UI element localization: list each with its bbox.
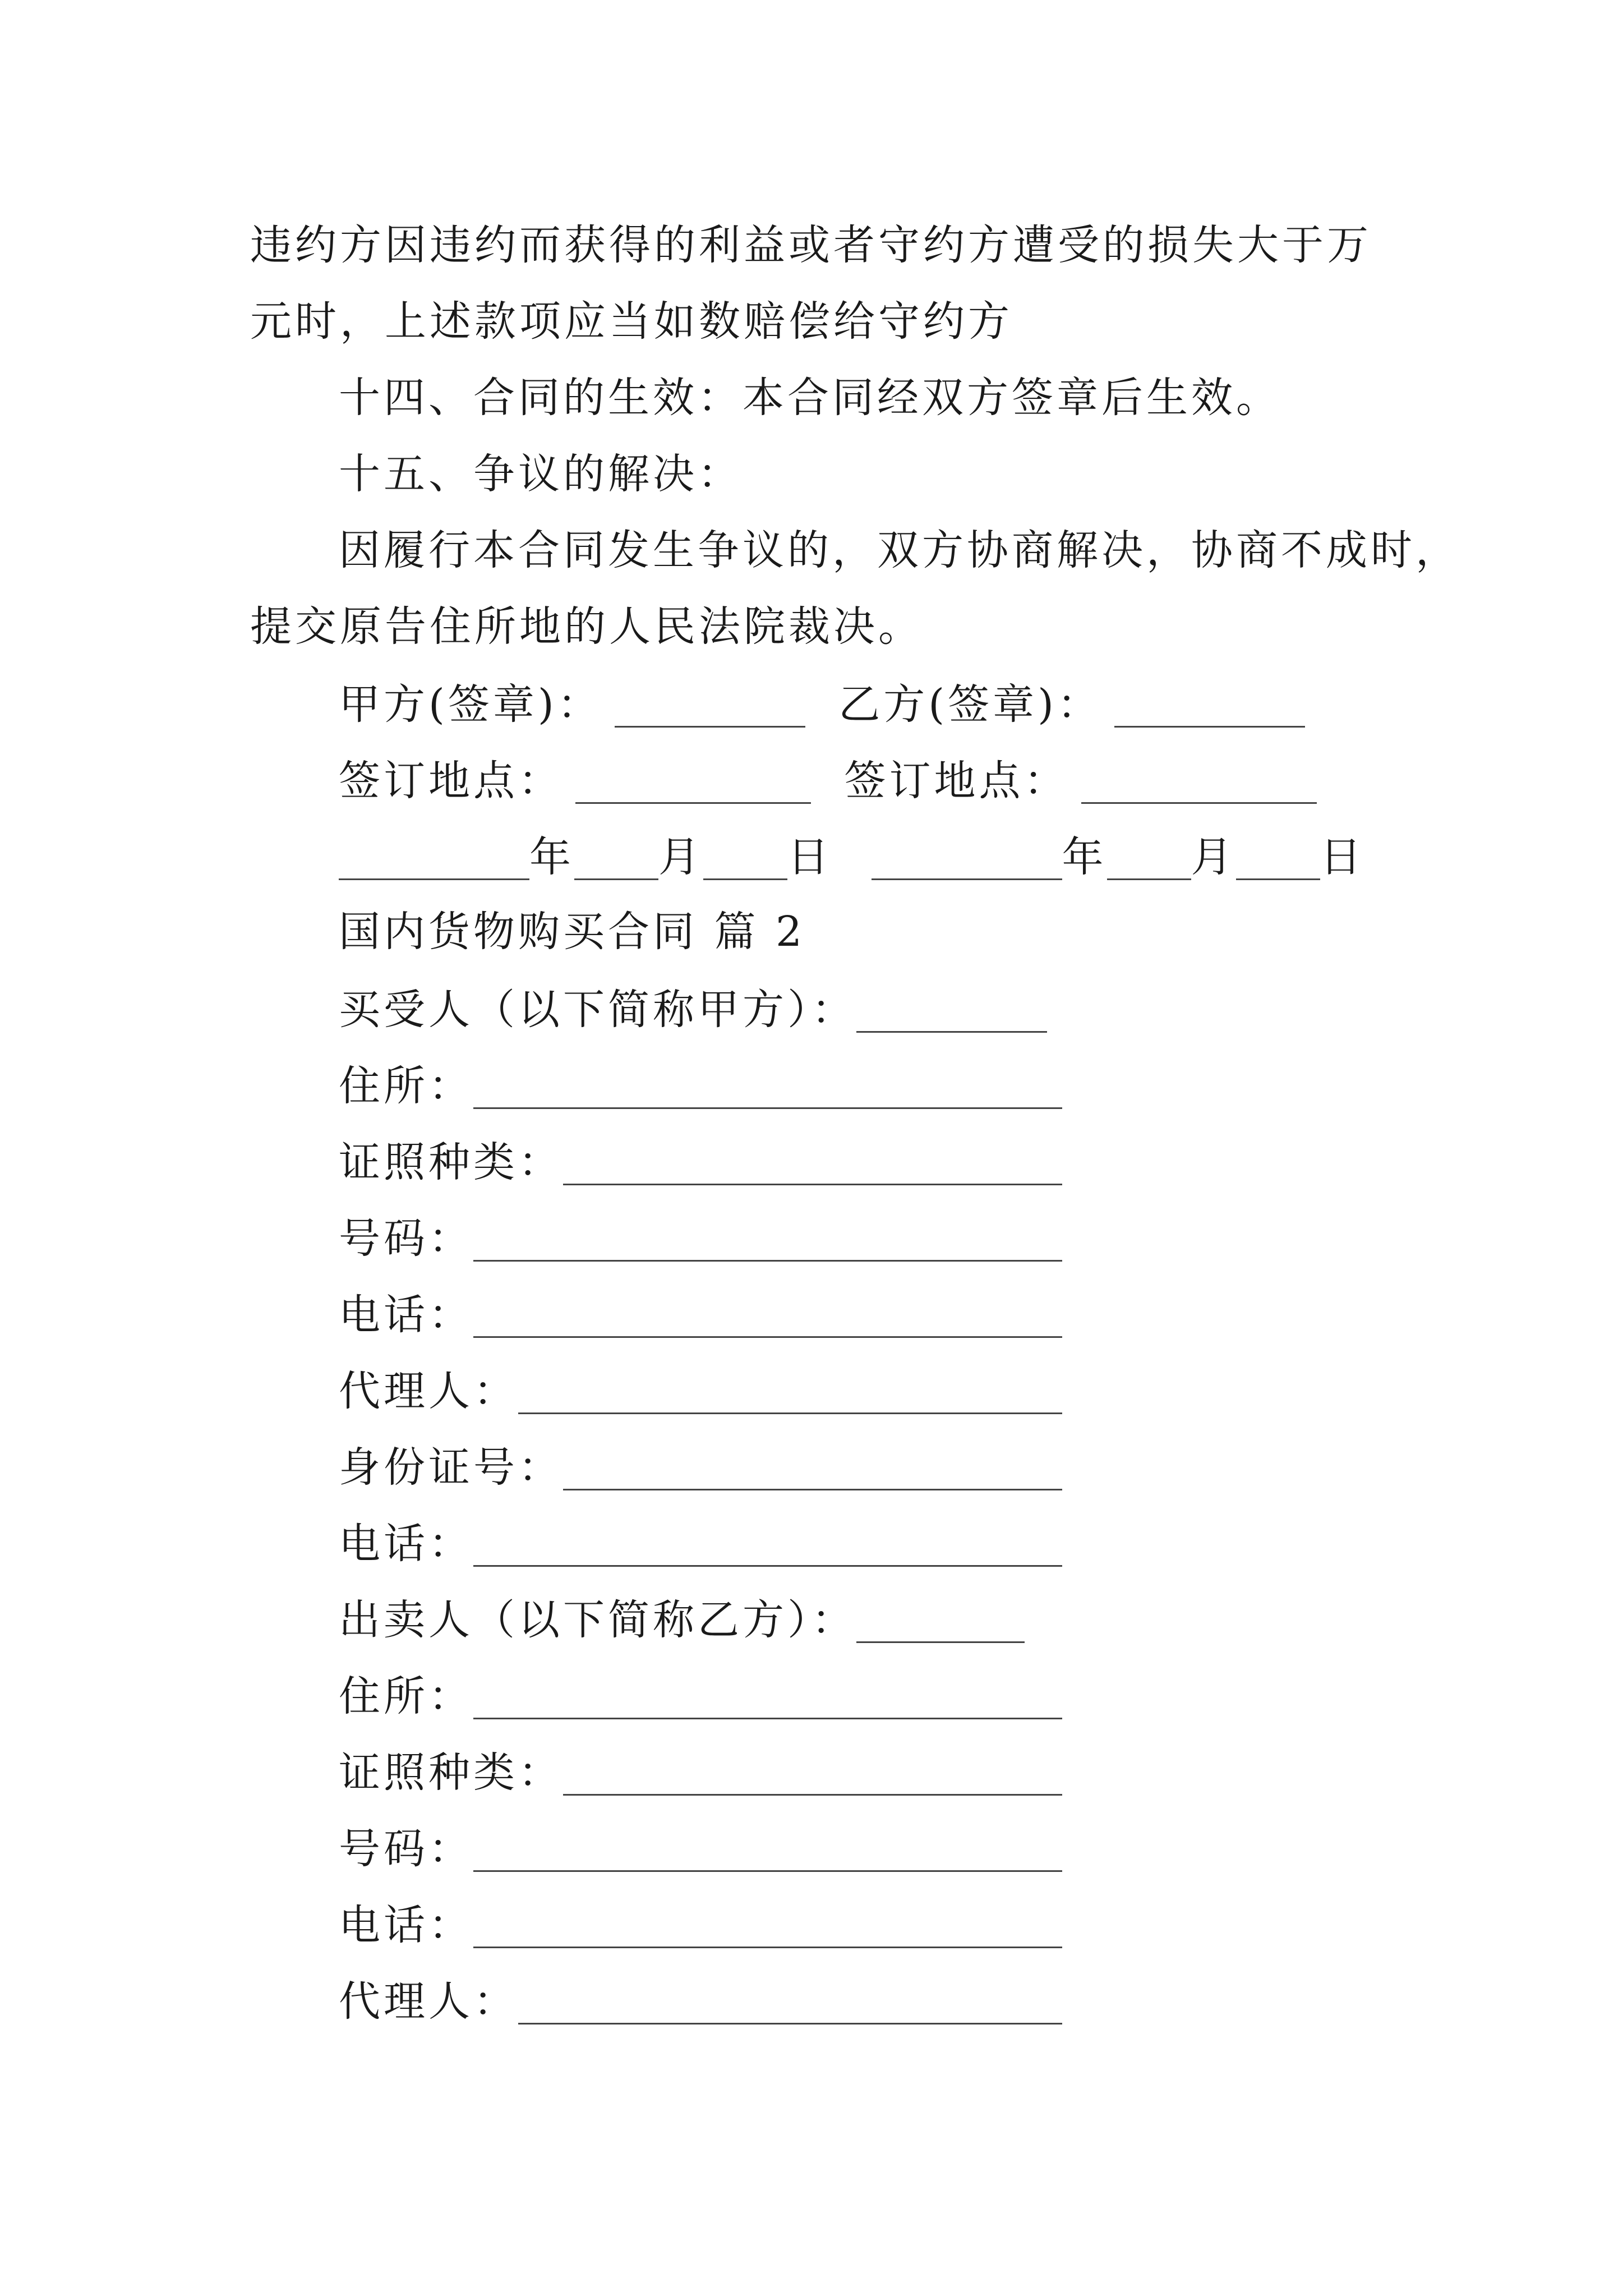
seller-phone-row xyxy=(339,1901,1062,1949)
clause-dispute-body: 因履行本合同发生争议的，双方协商解决，协商不成时， xyxy=(339,526,1460,574)
buyer-phone-row xyxy=(339,1291,1062,1339)
seller-id-type-row xyxy=(339,1749,1062,1797)
seller-heading-row xyxy=(339,1596,1025,1644)
seller-number-row xyxy=(339,1825,1062,1873)
day-label: 日 xyxy=(1320,833,1365,881)
buyer-phone-blank[interactable] xyxy=(473,1295,1062,1338)
buyer-id-type-label: 证照种类： xyxy=(339,1138,563,1186)
seller-phone-label: 电话： xyxy=(339,1901,473,1949)
buyer-address-row xyxy=(339,1062,1062,1110)
paragraph-line: 元时，上述款项应当如数赔偿给守约方 xyxy=(250,297,1013,346)
month-label: 月 xyxy=(1191,833,1236,881)
clause-dispute-body: 提交原告住所地的人民法院裁决。 xyxy=(250,602,923,651)
buyer-address-label: 住所： xyxy=(339,1062,473,1110)
buyer-number-label: 号码： xyxy=(339,1214,473,1263)
seller-heading: 出卖人（以下简称乙方）： xyxy=(339,1596,856,1644)
day-label: 日 xyxy=(787,833,832,881)
buyer-number-row xyxy=(339,1214,1062,1263)
buyer-id-type-row xyxy=(339,1138,1062,1186)
party-a-signature-label: 甲方(签章)： xyxy=(339,680,602,729)
seller-agent-label: 代理人： xyxy=(339,1977,518,2026)
buyer-agent-row xyxy=(339,1367,1062,1415)
section-title: 国内货物购买合同 篇 2 xyxy=(339,908,806,956)
buyer-name-blank[interactable] xyxy=(856,990,1047,1033)
buyer-heading: 买受人（以下简称甲方）： xyxy=(339,986,856,1034)
signature-row xyxy=(339,680,1305,729)
buyer-id-type-blank[interactable] xyxy=(563,1142,1062,1185)
buyer-agent-phone-row xyxy=(339,1520,1062,1568)
seller-phone-blank[interactable] xyxy=(473,1905,1062,1948)
buyer-agent-label: 代理人： xyxy=(339,1367,518,1415)
month-label: 月 xyxy=(658,833,703,881)
signing-place-row xyxy=(339,757,1317,805)
buyer-id-card-label: 身份证号： xyxy=(339,1443,563,1492)
seller-id-type-label: 证照种类： xyxy=(339,1749,563,1797)
seller-number-label: 号码： xyxy=(339,1825,473,1873)
party-b-place-label: 签订地点： xyxy=(844,757,1069,805)
party-b-signature-label: 乙方(签章)： xyxy=(838,680,1103,729)
seller-address-label: 住所： xyxy=(339,1672,473,1720)
seller-address-row xyxy=(339,1672,1062,1720)
party-b-year-blank[interactable] xyxy=(872,837,1062,880)
party-b-day-blank[interactable] xyxy=(1236,837,1320,880)
party-a-day-blank[interactable] xyxy=(703,837,787,880)
seller-agent-blank[interactable] xyxy=(518,1981,1062,2024)
seller-name-blank[interactable] xyxy=(856,1600,1025,1643)
party-a-place-blank[interactable] xyxy=(575,761,811,804)
party-a-place-label: 签订地点： xyxy=(339,757,563,805)
paragraph-line: 违约方因违约而获得的利益或者守约方遭受的损失大于万 xyxy=(250,221,1372,269)
buyer-heading-row xyxy=(339,986,1047,1034)
buyer-id-card-blank[interactable] xyxy=(563,1447,1062,1490)
year-label: 年 xyxy=(529,833,574,881)
clause-dispute-title: 十五、争议的解决： xyxy=(339,450,743,498)
party-b-month-blank[interactable] xyxy=(1107,837,1191,880)
seller-address-blank[interactable] xyxy=(473,1676,1062,1719)
party-a-month-blank[interactable] xyxy=(574,837,658,880)
party-a-signature-blank[interactable] xyxy=(615,684,805,728)
year-label: 年 xyxy=(1062,833,1107,881)
seller-agent-row xyxy=(339,1977,1062,2026)
buyer-agent-blank[interactable] xyxy=(518,1371,1062,1414)
buyer-agent-phone-blank[interactable] xyxy=(473,1524,1062,1567)
buyer-agent-phone-label: 电话： xyxy=(339,1520,473,1568)
party-b-place-blank[interactable] xyxy=(1081,761,1317,804)
buyer-phone-label: 电话： xyxy=(339,1291,473,1339)
buyer-address-blank[interactable] xyxy=(473,1066,1062,1109)
seller-number-blank[interactable] xyxy=(473,1829,1062,1872)
clause-effectiveness: 十四、合同的生效：本合同经双方签章后生效。 xyxy=(339,374,1281,422)
buyer-number-blank[interactable] xyxy=(473,1218,1062,1262)
party-b-signature-blank[interactable] xyxy=(1114,684,1305,728)
buyer-id-card-row xyxy=(339,1443,1062,1492)
seller-id-type-blank[interactable] xyxy=(563,1752,1062,1796)
date-row xyxy=(339,833,1365,881)
party-a-year-blank[interactable] xyxy=(339,837,529,880)
